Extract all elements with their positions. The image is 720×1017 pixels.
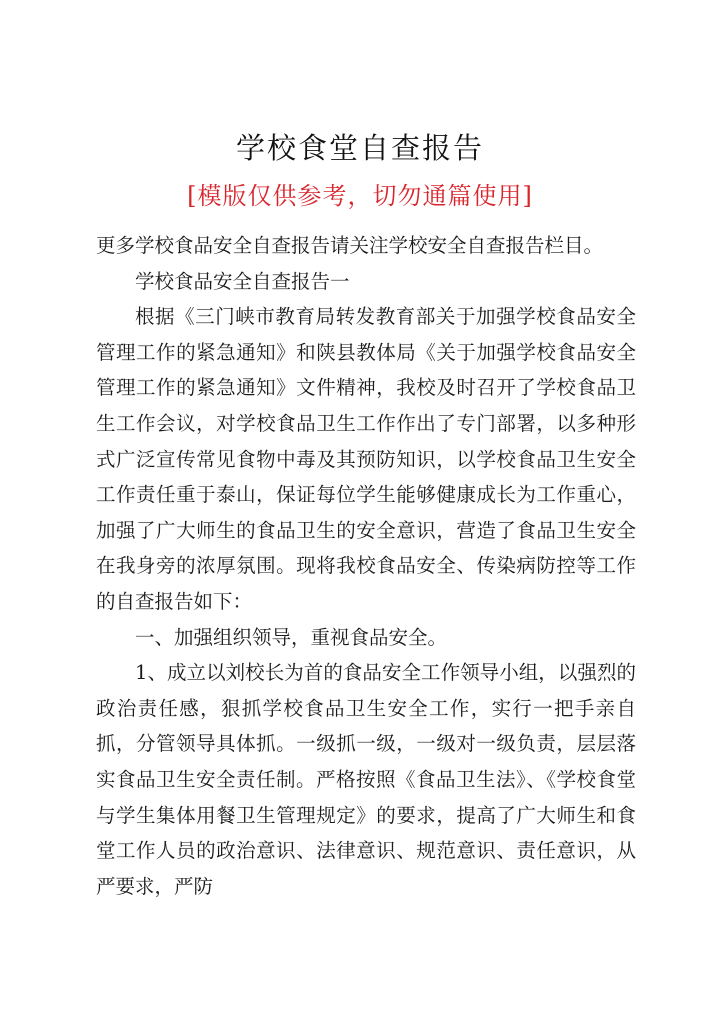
body-paragraph: 根据《三门峡市教育局转发教育部关于加强学校食品安全管理工作的紧急通知》和陕县教体局《关于加强学校食品安全管理工作的紧急通知》文件精神，我校及时召开了学校食品卫生工作会议，对学校食品卫生工作作出了专门部署，以多种形式广泛宣传常见食物中毒及其预防知识，以学校食品卫生安全工作责任重于泰山，保证每位学生能够健康成长为工作重心，加强了广大师生的食品卫生的安全意识，营造了食品卫生安全在我身旁的浓厚氛围。现将我校食品安全、传染病防控等工作的自查报告如下： xyxy=(96,305,636,613)
body-paragraph: 1、成立以刘校长为首的食品安全工作领导小组，以强烈的政治责任感，狠抓学校食品卫生安全工作，实行一把手亲自抓，分管领导具体抓。一级抓一级，一级对一级负责，层层落实食品卫生安全责任制。严格按照《食品卫生法》、《学校食堂与学生集体用餐卫生管理规定》的要求，提高了广大师生和食堂工作人员的政治意识、法律意识、规范意识、责任意识，从严要求，严防 xyxy=(96,661,636,898)
intro-paragraph: 更多学校食品安全自查报告请关注学校安全自查报告栏目。 xyxy=(96,234,604,257)
subsection-heading: 一、加强组织领导，重视食品安全。 xyxy=(135,625,448,649)
document-body xyxy=(96,228,636,904)
document-title: 学校食堂自查报告 xyxy=(235,131,484,165)
template-notice: [模版仅供参考，切勿通篇使用] xyxy=(187,182,533,210)
section-heading: 学校食品安全自查报告一 xyxy=(135,269,350,293)
